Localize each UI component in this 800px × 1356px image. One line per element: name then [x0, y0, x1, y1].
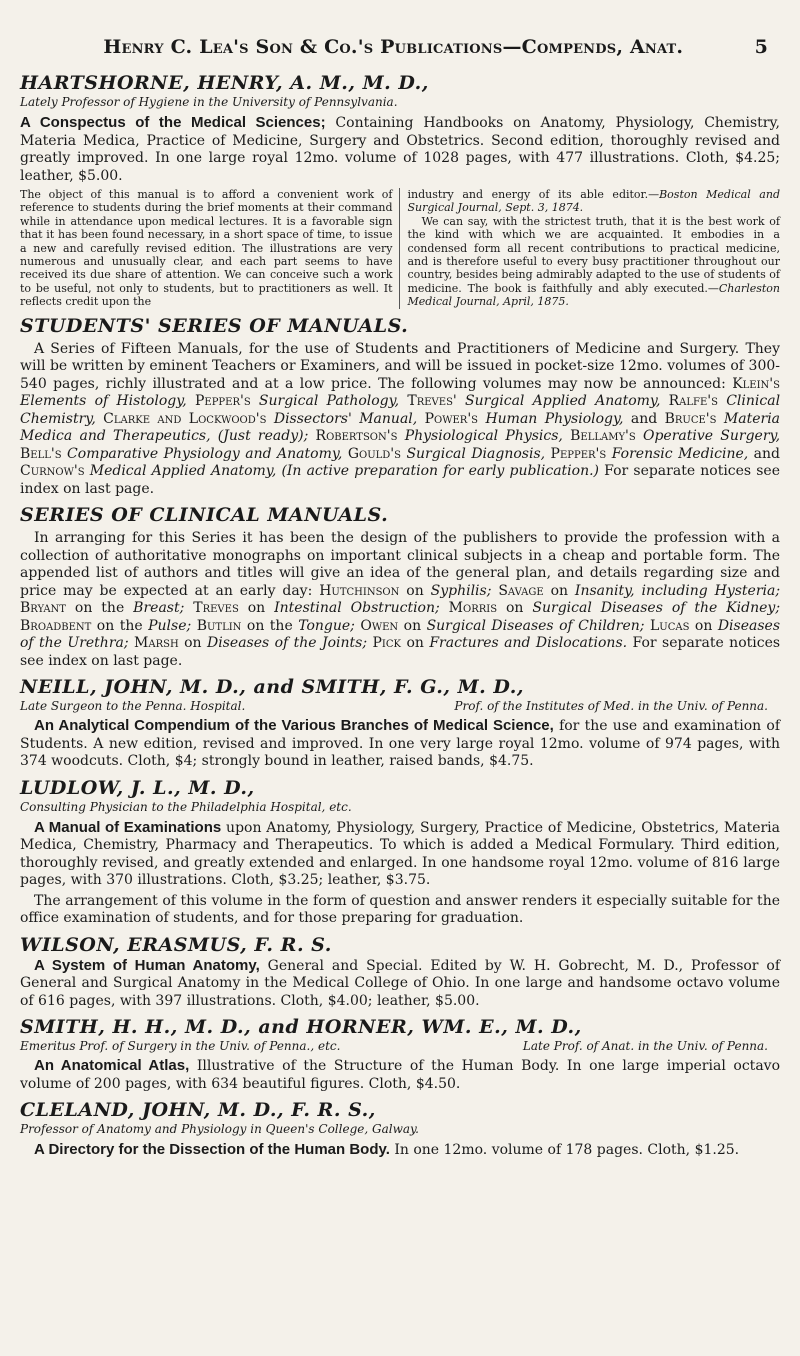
title-text: Medical Applied Anatomy,	[89, 463, 277, 480]
author-name: Ralfe's	[668, 393, 718, 410]
entry-ludlow	[20, 777, 780, 928]
author-name: Savage	[498, 582, 544, 599]
author-affiliation: Prof. of the Institutes of Med. in the Univ. of Penna.	[454, 699, 768, 714]
book-details: for the use and examination of Students. A new edition, revised and improved. In one very large royal 12mo. volume of 974 pages, with 374 woodcuts. Cloth, $4; strongly bound in leather, raised bands, $4.75.	[20, 718, 781, 770]
book-description	[20, 717, 780, 771]
author-name: Butlin	[196, 617, 242, 634]
section-heading: STUDENTS' SERIES OF MANUALS.	[20, 314, 409, 337]
title-text: Tongue;	[298, 617, 355, 634]
index-note: For separate notices see index on last page.	[20, 635, 781, 669]
connector-text: and	[753, 445, 780, 462]
author-name: Bruce's	[664, 410, 717, 427]
series-intro: In arranging for this Series it has been the design of the publishers to provide the profession with a collection of authoritative monographs on important clinical subjects in a cheap and portable form. The appended list of authors and titles will give an idea of the general plan, and details regarding size and price may be expected at an early day:	[20, 530, 780, 599]
connector-text: on	[406, 582, 424, 599]
book-description	[20, 1141, 780, 1160]
title-text: Operative Surgery,	[642, 428, 781, 445]
book-note: The arrangement of this volume in the form of question and answer renders it especially suitable for the office examination of students, and for those preparing for graduation.	[20, 892, 780, 927]
title-text: Physiological Physics,	[404, 428, 563, 445]
title-text: Diseases of the Joints;	[207, 635, 368, 652]
connector-text: on the	[96, 617, 143, 634]
author-name: Bellamy's	[570, 428, 636, 445]
author-affiliation: Late Surgeon to the Penna. Hospital.	[20, 699, 246, 714]
review-source: Charleston Medical Journal, April, 1875.	[407, 281, 780, 309]
title-text: Comparative Physiology and Anatomy,	[67, 445, 343, 462]
status-note: (In active preparation for early publication.)	[281, 463, 600, 480]
review-right-column	[408, 188, 781, 309]
connector-text: on	[406, 635, 424, 652]
book-title: A Directory for the Dissection of the Human Body.	[34, 1141, 390, 1159]
book-title: An Anatomical Atlas,	[34, 1057, 190, 1075]
book-details: In one 12mo. volume of 178 pages. Cloth, $1.25.	[394, 1142, 740, 1159]
author-name: Broadbent	[20, 617, 92, 634]
author-name: Gould's	[347, 445, 401, 462]
connector-text: and	[630, 410, 658, 427]
author-affiliation: Professor of Anatomy and Physiology in Queen's College, Galway.	[20, 1122, 419, 1137]
connector-text: on	[403, 617, 422, 634]
title-text: Pulse;	[148, 617, 192, 634]
title-text: Human Physiology,	[485, 410, 624, 427]
index-note: For separate notices see index on last page.	[20, 463, 781, 497]
author-affiliation: Consulting Physician to the Philadelphia Hospital, etc.	[20, 799, 352, 814]
title-text: Forensic Medicine,	[611, 445, 749, 462]
title-text: Clinical Chemistry,	[20, 393, 781, 427]
author-name: Owen	[360, 617, 399, 634]
entry-wilson	[20, 934, 780, 1011]
author-name: Klein's	[732, 375, 780, 392]
author-heading: WILSON, ERASMUS, F. R. S.	[20, 933, 332, 956]
entry-clinical-series	[20, 504, 780, 670]
author-name: Power's	[424, 410, 479, 427]
entry-cleland	[20, 1099, 780, 1160]
title-text: Surgical Diagnosis,	[406, 445, 546, 462]
author-name: Pepper's	[194, 393, 251, 410]
title-text: Surgical Applied Anatomy,	[465, 393, 661, 410]
author-affiliations	[20, 699, 780, 714]
connector-text: on the	[246, 617, 293, 634]
title-text: Surgical Pathology,	[258, 393, 400, 410]
entry-hartshorne	[20, 72, 780, 309]
reviews-block	[20, 188, 780, 309]
author-affiliation: Late Prof. of Anat. in the Univ. of Penna.	[522, 1039, 768, 1054]
author-name: Lucas	[649, 617, 690, 634]
author-affiliations	[20, 1039, 780, 1054]
book-description	[20, 957, 780, 1011]
title-text: Surgical Diseases of the Kidney;	[532, 600, 781, 617]
author-name: Clarke and Lockwood's	[103, 410, 267, 427]
title-text: Elements of Histology,	[20, 393, 187, 410]
series-intro: A Series of Fifteen Manuals, for the use of Students and Practitioners of Medicine and Surgery. They will be written by eminent Teachers or Examiners, and will be issued in pocket-size 12mo. volumes of 300-540 pages, richly illustrated and at a low price. The following volumes may now be announced:	[20, 340, 780, 392]
connector-text: on	[506, 600, 524, 617]
title-text: Materia Medica and Therapeutics,	[20, 410, 781, 445]
entry-neill-smith	[20, 676, 780, 771]
review-text: We can say, with the strictest truth, that it is the best work of the kind with which we are acquainted. It embodies in a condensed form all recent contributions to practical medicine, and is therefore useful to every busy practitioner throughout our country, besides being admirably adapted to the use of students of medicine. The book is faithfully and ably executed.—	[407, 214, 780, 295]
title-text: Fractures and Dislocations.	[429, 635, 628, 652]
book-details: General and Special. Edited by W. H. Gobrecht, M. D., Professor of General and Surgical Anatomy in the Medical College of Ohio. In one large and handsome octavo volume of 616 pages, with 397 illustrations. Cloth, $4.00; leather, $5.00.	[20, 957, 781, 1009]
series-description	[20, 530, 780, 670]
book-title: A Conspectus of the Medical Sciences;	[20, 114, 326, 131]
book-details: upon Anatomy, Physiology, Surgery, Practice of Medicine, Obstetrics, Materia Medica, Chemistry, Pharmacy and Therapeutics. To which is added a Medical Formulary. Third edition, thoroughly revised, and greatly extended and enlarged. In one handsome royal 12mo. volume of 816 large pages, with 370 illustrations. Cloth, $3.25; leather, $3.75.	[20, 819, 781, 889]
connector-text: on the	[74, 600, 125, 617]
author-heading: HARTSHORNE, HENRY, A. M., M. D.,	[20, 72, 429, 94]
book-title: A Manual of Examinations	[34, 818, 222, 836]
book-description	[20, 819, 780, 890]
author-name: Treves'	[407, 393, 457, 410]
running-title: Henry C. Lea's Son & Co.'s Publications—Compends, Anat.	[103, 36, 684, 58]
connector-text: on	[184, 635, 202, 652]
section-heading: SERIES OF CLINICAL MANUALS.	[20, 504, 389, 527]
book-details: Illustrative of the Structure of the Human Body. In one large imperial octavo volume of 200 pages, with 634 beautiful figures. Cloth, $4.50.	[20, 1058, 780, 1092]
entry-students-series	[20, 315, 780, 499]
author-affiliation: Emeritus Prof. of Surgery in the Univ. of Penna., etc.	[20, 1039, 341, 1054]
series-description	[20, 341, 780, 499]
page-number: 5	[754, 36, 768, 58]
author-name: Bryant	[20, 600, 66, 617]
author-name: Pick	[372, 635, 402, 652]
book-description	[20, 1057, 780, 1093]
title-text: Intestinal Obstruction;	[274, 600, 440, 617]
page	[20, 36, 780, 1166]
author-name: Curnow's	[20, 463, 85, 480]
connector-text: on	[550, 582, 569, 599]
book-title: An Analytical Compendium of the Various Branches of Medical Science,	[34, 717, 554, 735]
connector-text: on	[694, 617, 713, 634]
book-details: Containing Handbooks on Anatomy, Physiology, Chemistry, Materia Medica, Practice of Medicine, Surgery and Obstetrics. Second edition, thoroughly revised and greatly improved. In one large royal 12mo. volume of 1028 pages, with 477 illustrations. Cloth, $4.25; leather, $5.00.	[20, 115, 780, 184]
title-text: Breast;	[133, 600, 185, 617]
review-source: Boston Medical and Surgical Journal, Sept. 3, 1874.	[407, 188, 780, 215]
author-name: Robertson's	[315, 428, 398, 445]
title-text: Dissectors' Manual,	[273, 410, 418, 427]
author-heading: CLELAND, JOHN, M. D., F. R. S.,	[20, 1099, 376, 1122]
review-left-column: The object of this manual is to afford a convenient work of reference to students during the brief moments at their command while in attendance upon medical lectures. It is a favorable sign that it has been found necessary, in a short space of time, to issue a new and carefully revised edition. The illustrations are very numerous and unusually clear, and each part seems to have received its due share of attention. We can conceive such a work to be useful, not only to students, but to practitioners as well. It reflects credit upon the	[20, 188, 400, 309]
author-heading: LUDLOW, J. L., M. D.,	[20, 776, 255, 799]
title-text: Syphilis;	[430, 582, 492, 599]
author-heading: NEILL, JOHN, M. D., and SMITH, F. G., M. D.,	[20, 676, 524, 699]
book-description	[20, 114, 780, 185]
author-name: Pepper's	[550, 445, 607, 462]
connector-text: on	[247, 600, 266, 617]
author-heading: SMITH, H. H., M. D., and HORNER, WM. E., M. D.,	[20, 1016, 582, 1039]
author-name: Morris	[448, 600, 498, 617]
author-name: Hutchinson	[319, 582, 400, 599]
status-note: (Just ready);	[217, 428, 309, 445]
running-head	[20, 36, 780, 58]
author-affiliation: Lately Professor of Hygiene in the University of Pennsylvania.	[20, 95, 398, 109]
title-text: Insanity, including Hysteria;	[574, 582, 781, 599]
title-text: Surgical Diseases of Children;	[426, 617, 645, 634]
entry-smith-horner	[20, 1016, 780, 1093]
review-text: industry and energy of its able editor.—	[407, 188, 660, 201]
author-name: Marsh	[134, 635, 179, 652]
author-name: Bell's	[20, 445, 62, 462]
title-text: Diseases of the Urethra;	[20, 617, 781, 652]
author-name: Treves	[193, 600, 239, 617]
book-title: A System of Human Anatomy,	[34, 956, 260, 974]
